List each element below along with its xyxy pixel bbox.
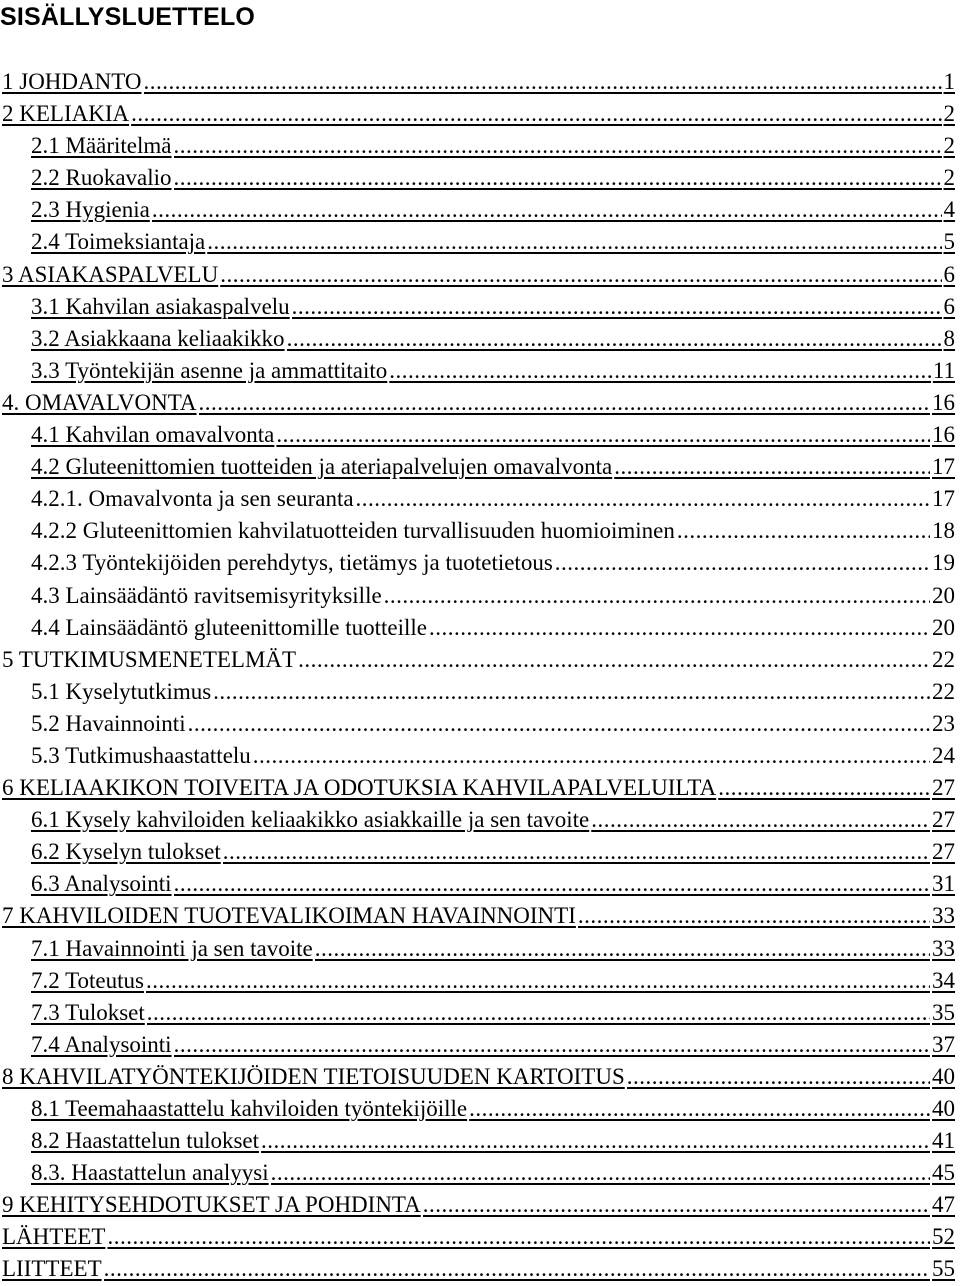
- toc-leader-dots: [147, 997, 930, 1029]
- toc-entry[interactable]: [0, 836, 955, 868]
- toc-entry-label: 9 KEHITYSEHDOTUKSET JA POHDINTA: [2, 1192, 421, 1218]
- toc-leader-dots: [677, 515, 930, 547]
- toc-entry-page: 17: [932, 486, 955, 512]
- toc-entry-label: 2.1 Määritelmä: [31, 133, 172, 159]
- toc-entry-label: 2.4 Toimeksiantaja: [31, 229, 206, 255]
- toc-entry-label: 7.4 Analysointi: [31, 1031, 172, 1057]
- toc-entry-page: 33: [932, 903, 955, 929]
- toc-entry[interactable]: [0, 933, 955, 965]
- toc-entry-page: 41: [932, 1128, 955, 1154]
- toc-entry-label: 4.3 Lainsäädäntö ravitsemisyrityksille: [31, 582, 382, 608]
- toc-leader-dots: [384, 580, 930, 612]
- toc-entry[interactable]: [0, 291, 955, 323]
- toc-entry-page: 11: [932, 357, 955, 383]
- toc-leader-dots: [223, 836, 930, 868]
- toc-entry-label: 7.3 Tulokset: [31, 999, 145, 1025]
- toc-entry-label: 7 KAHVILOIDEN TUOTEVALIKOIMAN HAVAINNOINTI: [2, 903, 576, 929]
- toc-entry-label: 6.1 Kysely kahviloiden keliaakikko asiakkaille ja sen tavoite: [31, 807, 590, 833]
- toc-entry-label: 4.2.1. Omavalvonta ja sen seuranta: [31, 486, 354, 512]
- toc-leader-dots: [591, 804, 930, 836]
- toc-leader-dots: [614, 451, 930, 483]
- toc-leader-dots: [146, 965, 930, 997]
- toc-entry-page: 6: [943, 261, 955, 287]
- toc-entry-label: 4.2.3 Työntekijöiden perehdytys, tietämys ja tuotetietous: [31, 550, 553, 576]
- toc-entry[interactable]: [0, 483, 955, 515]
- toc-entry-label: 3.3 Työntekijän asenne ja ammattitaito: [31, 357, 388, 383]
- toc-leader-dots: [152, 194, 942, 226]
- toc-entry-label: 8.3. Haastattelun analyysi: [31, 1160, 269, 1186]
- toc-entry[interactable]: [0, 1189, 955, 1221]
- toc-entry-label: LÄHTEET: [2, 1224, 106, 1250]
- toc-entry-page: 40: [932, 1096, 955, 1121]
- toc-leader-dots: [174, 130, 942, 162]
- toc-entry[interactable]: [0, 323, 955, 355]
- toc-entry-page: 55: [932, 1256, 955, 1282]
- toc-leader-dots: [627, 1061, 930, 1093]
- toc-leader-dots: [253, 740, 930, 772]
- toc-leader-dots: [174, 162, 942, 194]
- toc-entry-page: 16: [932, 422, 955, 448]
- toc-entry-page: 18: [932, 518, 955, 544]
- toc-leader-dots: [271, 1157, 930, 1189]
- toc-entry-page: 16: [932, 389, 955, 415]
- toc-entry-page: 52: [932, 1224, 955, 1250]
- toc-entry-page: 37: [932, 1031, 955, 1057]
- toc-entry-page: 20: [932, 614, 955, 640]
- toc-leader-dots: [389, 355, 931, 387]
- toc-leader-dots: [287, 323, 942, 355]
- toc-entry-page: 31: [932, 871, 955, 897]
- toc-entry[interactable]: [0, 259, 955, 291]
- toc-entry[interactable]: [0, 580, 955, 612]
- toc-leader-dots: [315, 933, 930, 965]
- toc-entry[interactable]: [0, 1029, 955, 1061]
- toc-leader-dots: [578, 900, 930, 932]
- toc-entry-label: 1 JOHDANTO: [2, 69, 142, 94]
- toc-leader-dots: [131, 98, 941, 130]
- toc-leader-dots: [213, 676, 930, 708]
- toc-entry-label: 7.2 Toteutus: [31, 967, 144, 993]
- toc-entry[interactable]: [0, 355, 955, 387]
- toc-entry[interactable]: [0, 708, 955, 740]
- toc-entry[interactable]: [0, 644, 955, 676]
- toc-leader-dots: [276, 419, 930, 451]
- toc-entry[interactable]: [0, 387, 955, 419]
- toc-entry[interactable]: [0, 1061, 955, 1093]
- toc-entry-page: 27: [932, 807, 955, 833]
- toc-entry-label: 7.1 Havainnointi ja sen tavoite: [31, 935, 313, 961]
- toc-leader-dots: [718, 772, 930, 804]
- toc-entry-label: 2.3 Hygienia: [31, 197, 150, 223]
- toc-entry-page: 20: [932, 582, 955, 608]
- table-of-contents: [0, 66, 955, 1286]
- toc-entry-page: 40: [932, 1063, 955, 1089]
- toc-leader-dots: [199, 387, 930, 419]
- toc-entry[interactable]: [0, 547, 955, 579]
- toc-entry[interactable]: [0, 1221, 955, 1253]
- toc-leader-dots: [356, 483, 930, 515]
- toc-entry-label: 5.3 Tutkimushaastattelu: [31, 742, 251, 768]
- toc-entry-label: 3.2 Asiakkaana keliaakikko: [31, 325, 285, 351]
- toc-leader-dots: [555, 547, 930, 579]
- toc-heading: SISÄLLYSLUETTELO: [0, 3, 256, 31]
- toc-entry-label: 4.4 Lainsäädäntö gluteenittomille tuotteille: [31, 614, 428, 640]
- toc-entry-label: 8 KAHVILATYÖNTEKIJÖIDEN TIETOISUUDEN KARTOITUS: [2, 1063, 625, 1089]
- toc-entry[interactable]: [0, 772, 955, 804]
- toc-entry-page: 17: [932, 454, 955, 480]
- toc-entry-label: 5 TUTKIMUSMENETELMÄT: [2, 646, 297, 672]
- toc-entry-page: 2: [943, 165, 955, 191]
- toc-entry[interactable]: [0, 226, 955, 258]
- toc-entry[interactable]: [0, 194, 955, 226]
- toc-leader-dots: [174, 868, 930, 900]
- toc-entry-label: 8.1 Teemahaastattelu kahviloiden työntekijöille: [31, 1096, 468, 1121]
- toc-entry-page: 35: [932, 999, 955, 1025]
- toc-entry[interactable]: [0, 130, 955, 162]
- toc-leader-dots: [423, 1189, 930, 1221]
- toc-entry-page: 2: [943, 101, 955, 127]
- toc-entry-label: 2 KELIAKIA: [2, 101, 130, 127]
- toc-entry-label: 4. OMAVALVONTA: [2, 389, 197, 415]
- toc-entry[interactable]: [0, 868, 955, 900]
- toc-leader-dots: [429, 612, 930, 644]
- toc-entry-label: 6 KELIAAKIKON TOIVEITA JA ODOTUKSIA KAHVILAPALVELUILTA: [2, 775, 717, 801]
- toc-leader-dots: [188, 708, 930, 740]
- toc-entry[interactable]: [0, 66, 955, 98]
- toc-entry-page: 45: [932, 1160, 955, 1186]
- toc-entry-label: 8.2 Haastattelun tulokset: [31, 1128, 260, 1154]
- toc-leader-dots: [292, 291, 942, 323]
- toc-entry-page: 22: [932, 678, 955, 704]
- toc-entry-page: 34: [932, 967, 955, 993]
- toc-entry-label: 6.2 Kyselyn tulokset: [31, 839, 221, 865]
- toc-entry-page: 47: [932, 1192, 955, 1218]
- toc-leader-dots: [144, 66, 942, 98]
- toc-entry[interactable]: [0, 740, 955, 772]
- toc-leader-dots: [107, 1221, 930, 1253]
- toc-entry[interactable]: [0, 162, 955, 194]
- toc-entry[interactable]: [0, 997, 955, 1029]
- toc-entry-label: 4.2.2 Gluteenittomien kahvilatuotteiden turvallisuuden huomioiminen: [31, 518, 675, 544]
- toc-entry[interactable]: [0, 900, 955, 932]
- toc-entry-label: 6.3 Analysointi: [31, 871, 172, 897]
- toc-leader-dots: [220, 259, 941, 291]
- toc-entry-page: 22: [932, 646, 955, 672]
- toc-entry[interactable]: [0, 419, 955, 451]
- toc-entry-page: 2: [943, 133, 955, 159]
- toc-leader-dots: [207, 226, 941, 258]
- toc-entry[interactable]: [0, 1125, 955, 1157]
- toc-entry-page: 27: [932, 839, 955, 865]
- toc-entry[interactable]: [0, 612, 955, 644]
- toc-entry-page: 4: [943, 197, 955, 223]
- toc-leader-dots: [298, 644, 930, 676]
- toc-entry-page: 6: [943, 293, 955, 319]
- toc-entry[interactable]: [0, 515, 955, 547]
- toc-entry[interactable]: [0, 804, 955, 836]
- toc-entry-page: 27: [932, 775, 955, 801]
- toc-entry[interactable]: [0, 1157, 955, 1189]
- toc-entry[interactable]: [0, 451, 955, 483]
- toc-entry-label: LIITTEET: [2, 1256, 102, 1282]
- toc-entry[interactable]: [0, 965, 955, 997]
- toc-entry[interactable]: [0, 1093, 955, 1125]
- toc-entry-page: 8: [943, 325, 955, 351]
- toc-entry-label: 5.1 Kyselytutkimus: [31, 678, 212, 704]
- toc-entry-label: 4.1 Kahvilan omavalvonta: [31, 422, 275, 448]
- toc-entry-page: 24: [932, 742, 955, 768]
- toc-entry-label: 3.1 Kahvilan asiakaspalvelu: [31, 293, 290, 319]
- toc-entry-label: 4.2 Gluteenittomien tuotteiden ja ateriapalvelujen omavalvonta: [31, 454, 613, 480]
- toc-leader-dots: [174, 1029, 930, 1061]
- toc-entry-page: 23: [932, 710, 955, 736]
- toc-entry-label: 3 ASIAKASPALVELU: [2, 261, 219, 287]
- toc-entry-page: 5: [943, 229, 955, 255]
- toc-entry[interactable]: [0, 676, 955, 708]
- toc-entry-label: 5.2 Havainnointi: [31, 710, 186, 736]
- toc-entry-page: 1: [943, 69, 955, 94]
- toc-leader-dots: [261, 1125, 930, 1157]
- toc-entry-page: 33: [932, 935, 955, 961]
- toc-entry[interactable]: [0, 98, 955, 130]
- toc-entry-page: 19: [932, 550, 955, 576]
- toc-entry-label: 2.2 Ruokavalio: [31, 165, 172, 191]
- toc-leader-dots: [469, 1093, 930, 1125]
